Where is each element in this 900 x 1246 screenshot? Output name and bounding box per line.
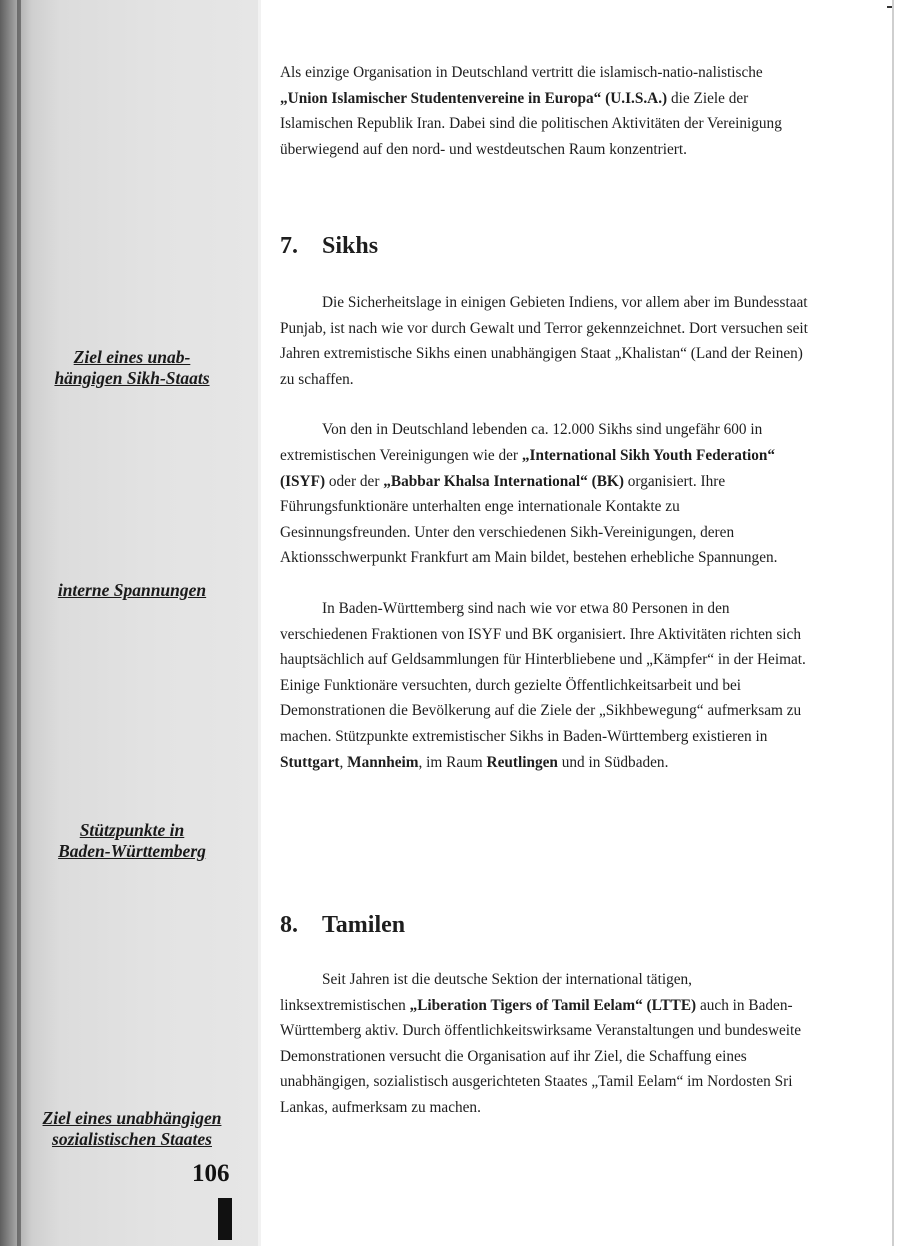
text-run: die Ziele der Islamischen Republik Iran. Dabei sind die politischen Aktivitäten der Vereinigung überwiegend auf den nord- und westdeutschen Raum konzentriert. (280, 89, 782, 158)
section-title: Sikhs (322, 233, 379, 259)
page-right-edge (892, 0, 894, 1246)
section-number: 7. (280, 233, 298, 259)
organization-name: „Union Islamischer Studentenvereine in Europa“ (U.I.S.A.) (280, 89, 668, 107)
section-8-body (280, 967, 810, 1121)
intro-paragraph (280, 60, 810, 162)
city-name: Stuttgart (280, 753, 340, 771)
side-note-line: sozialistischen Staates (52, 1129, 212, 1149)
organization-name: „Babbar Khalsa International“ (BK) (383, 472, 624, 490)
paragraph: Die Sicherheitslage in einigen Gebieten Indiens, vor allem aber im Bundesstaat Punjab, ist nach wie vor durch Gewalt und Terror gekennzeichnet. Dort versuchen seit Jahren extremistische Sikhs einen unabhängigen Staat „Khalistan“ (Land der Reinen) zu schaffen. (280, 294, 808, 388)
city-name: Mannheim (347, 753, 419, 771)
scan-spine-shadow (17, 0, 21, 1246)
text-run: organisiert. Ihre Führungsfunktionäre unterhalten enge internationale Kontakte zu Gesinnungsfreunden. Unter den verschiedenen Sikh-Vereinigungen, deren Aktionsschwerpunkt Frankfurt am Main bildet, bestehen erhebliche Spannungen. (280, 472, 778, 567)
text-run: Als einzige Organisation in Deutschland vertritt die islamisch-natio-nalistische (280, 64, 763, 81)
text-run: , (339, 753, 348, 771)
section-heading-8 (280, 912, 405, 939)
paragraph (280, 967, 810, 1121)
section-number: 8. (280, 912, 298, 938)
side-note-socialist-state (14, 1108, 250, 1150)
crop-mark (887, 6, 892, 8)
intro-section (280, 60, 810, 162)
text-run: , im Raum (418, 753, 487, 771)
side-note-line: Stützpunkte in (79, 820, 185, 840)
text-run: auch in Baden-Württemberg aktiv. Durch öffentlichkeitswirksame Veranstaltungen und bundesweite Demonstrationen versucht die Organisation auf ihr Ziel, die Schaffung eines unabhängigen, sozialistisch ausgerichteten Staates „Tamil Eelam“ im Nordosten Sri Lankas, aufmerksam zu machen. (280, 996, 802, 1116)
paragraph (280, 417, 810, 571)
section-title: Tamilen (322, 912, 406, 938)
side-note-line: Ziel eines unabhängigen (42, 1108, 222, 1128)
text-run: und in Südbaden. (557, 753, 669, 771)
city-name: Reutlingen (486, 753, 558, 771)
organization-name: „International Sikh Youth Federation“ (ISYF) (280, 446, 775, 490)
side-note-line: interne Spannungen (57, 580, 207, 600)
side-note-internal-tensions (14, 580, 250, 601)
organization-name: „Liberation Tigers of Tamil Eelam“ (LTTE) (409, 996, 697, 1014)
column-gutter (258, 0, 261, 1246)
text-run: oder der (325, 472, 384, 490)
side-note-line: Baden-Württemberg (58, 841, 206, 861)
margin-column (0, 0, 260, 1246)
side-note-line: hängigen Sikh-Staats (54, 368, 210, 388)
section-heading-7 (280, 233, 378, 260)
side-note-strongholds (14, 820, 250, 862)
page-number: 106 (192, 1160, 230, 1187)
page-marker-bar (218, 1198, 232, 1240)
section-7-body (280, 290, 810, 775)
text-run: Von den in Deutschland lebenden ca. 12.000 Sikhs sind ungefähr 600 in extremistischen Vereinigungen wie der (280, 421, 763, 464)
side-note-sikh-state (14, 347, 250, 389)
paragraph (280, 596, 810, 775)
text-run: In Baden-Württemberg sind nach wie vor etwa 80 Personen in den verschiedenen Fraktionen von ISYF und BK organisiert. Ihre Aktivitäten richten sich hauptsächlich auf Geldsammlungen für Hinterbliebene und „Kämpfer“ in der Heimat. Einige Funktionäre versuchten, durch gezielte Öffentlichkeitsarbeit und bei Demonstrationen die Bevölkerung auf die Ziele der „Sikhbewegung“ aufmerksam zu machen. Stützpunkte extremistischer Sikhs in Baden-Württemberg existieren in (280, 599, 806, 745)
side-note-line: Ziel eines unab- (73, 347, 191, 367)
text-run: Seit Jahren ist die deutsche Sektion der international tätigen, linksextremistischen (280, 971, 693, 1014)
